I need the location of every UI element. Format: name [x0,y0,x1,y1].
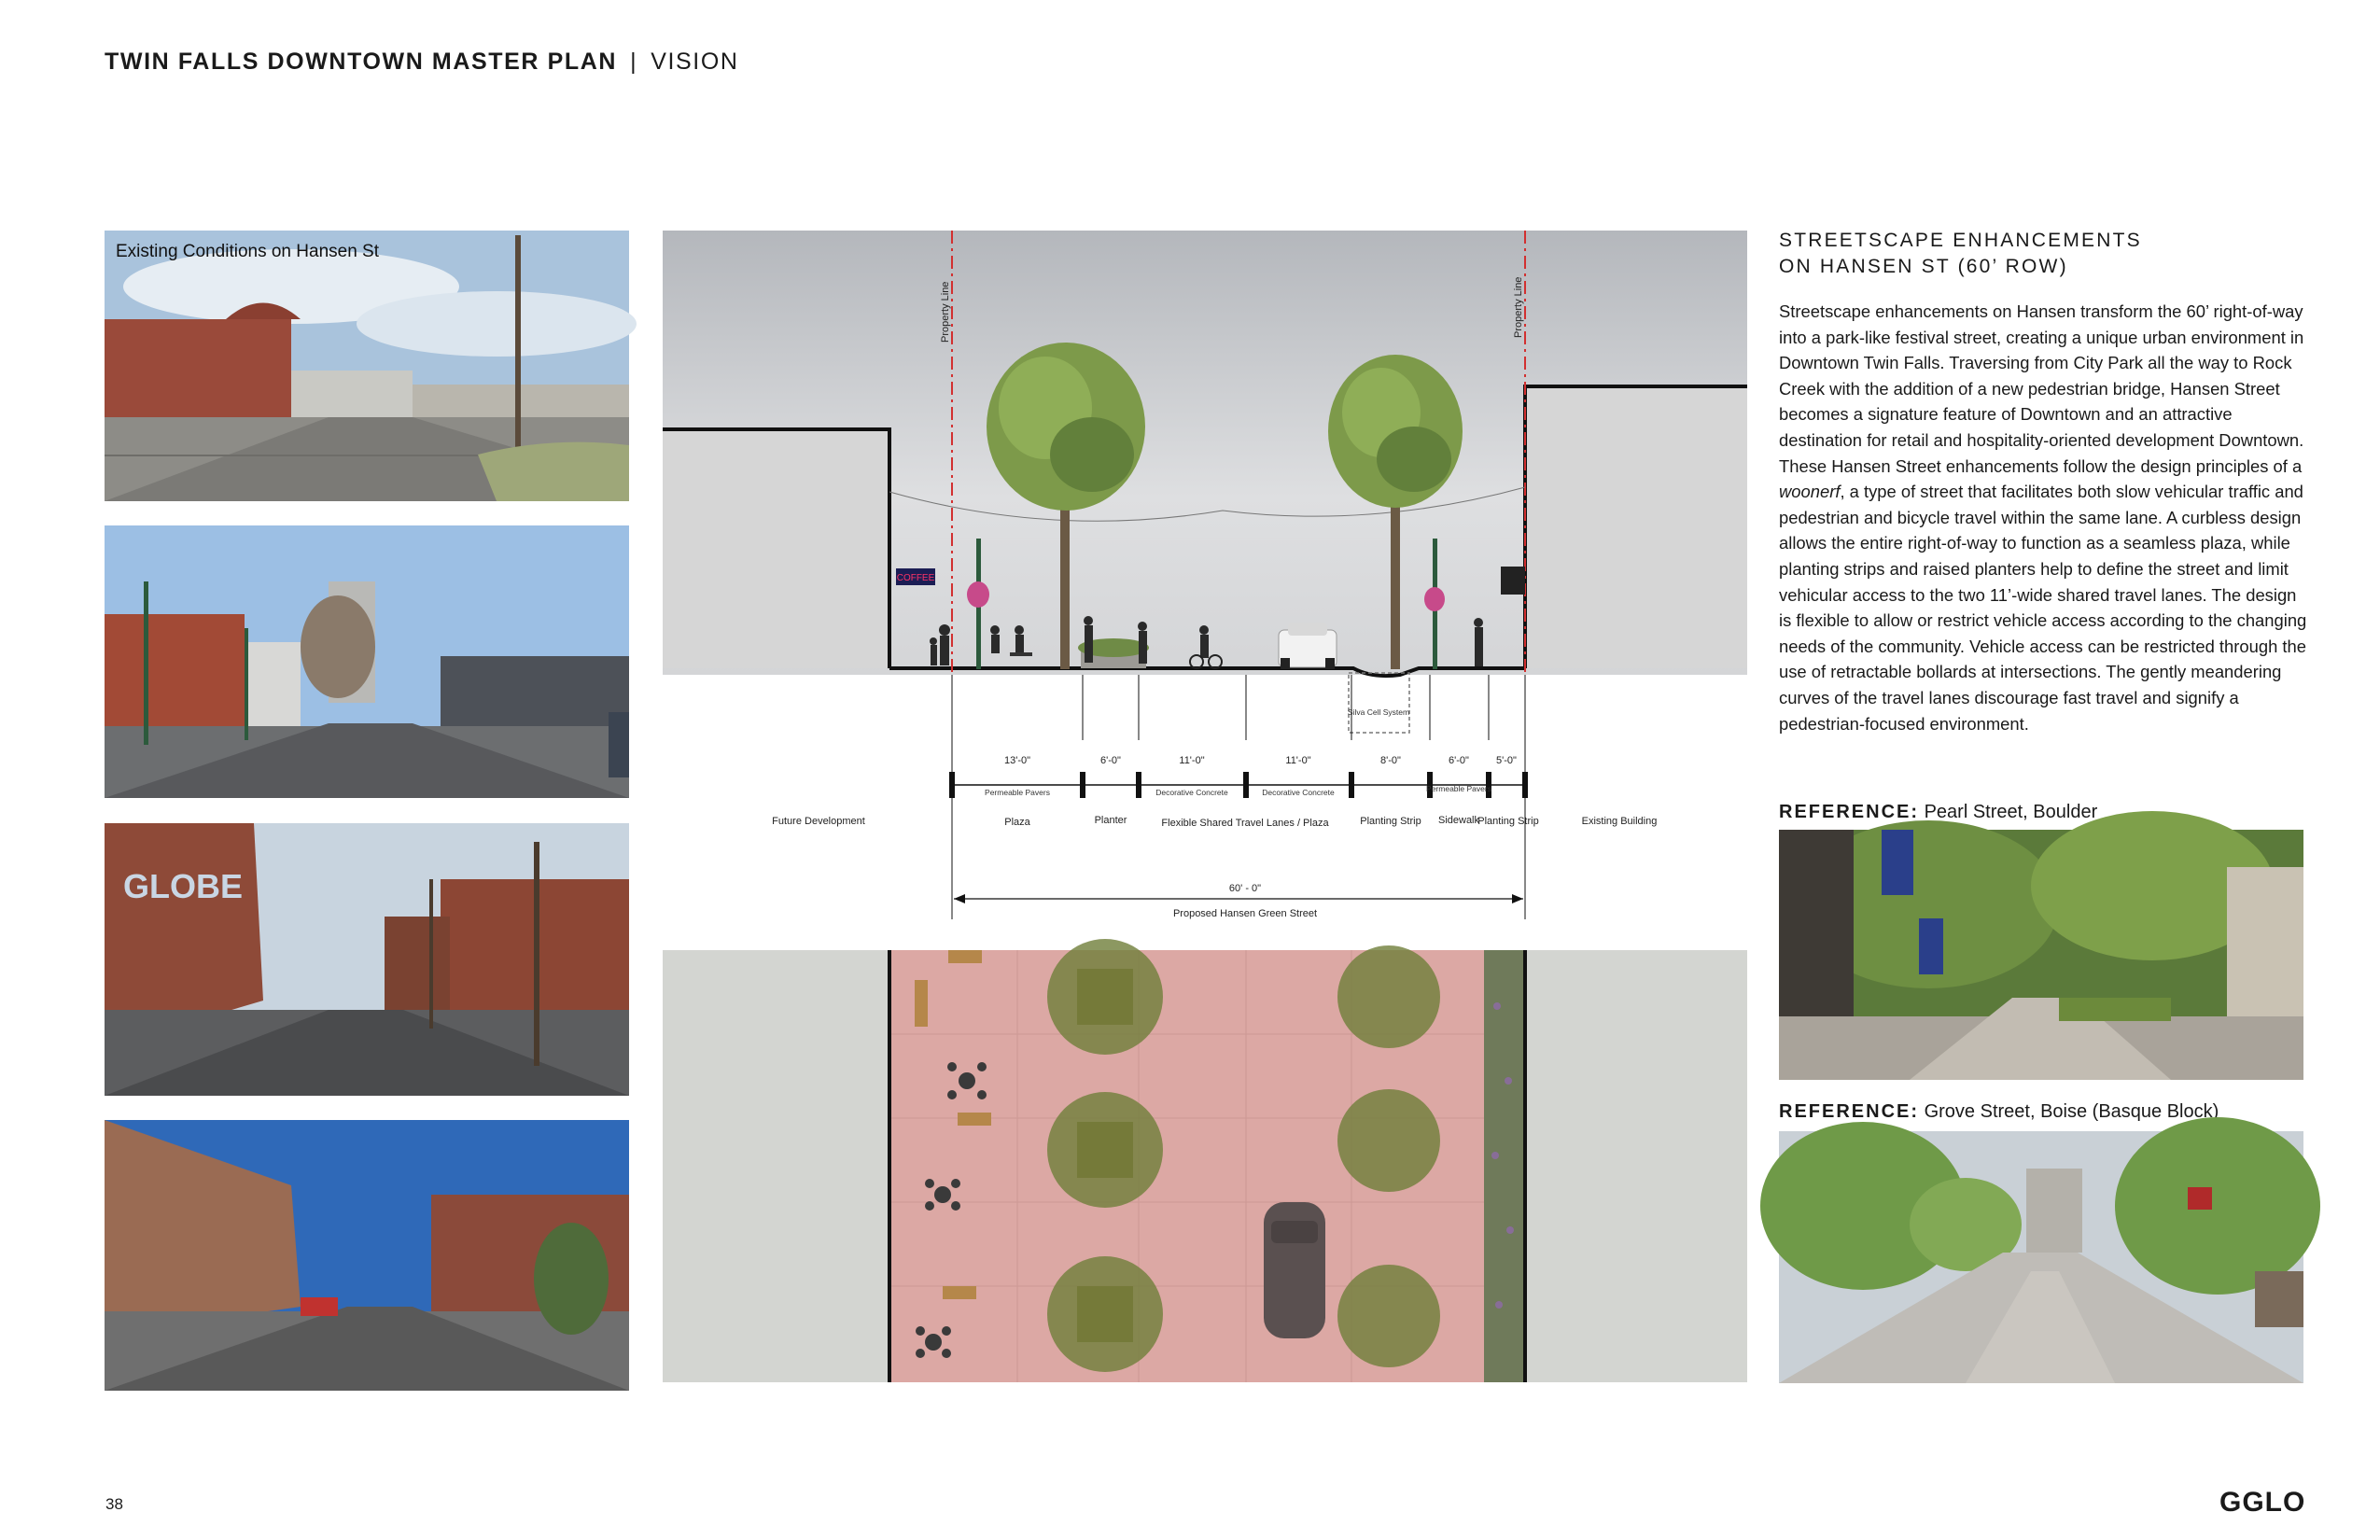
reference-1-value: Pearl Street, Boulder [1924,802,2098,822]
existing-conditions-photo-3 [105,823,629,1096]
future-development-building [663,429,889,668]
label-existing-building: Existing Building [1581,816,1658,827]
label-planting-strip-2: Planting Strip [1477,816,1539,827]
property-line-label-right: Property Line [1513,276,1524,338]
label-future-development: Future Development [772,816,865,827]
right-column [1779,228,2311,736]
street-plan-drawing [663,950,1747,1382]
label-sidewalk: Sidewalk [1437,815,1480,826]
dim-width-planter: 6'-0" [1100,755,1121,766]
label-planter: Planter [1094,815,1127,826]
label-planting-strip: Planting Strip [1360,816,1421,827]
label-shared-lanes: Flexible Shared Travel Lanes / Plaza [1161,818,1329,829]
reference-photo-pearl-street [1779,830,2303,1080]
reference-2-label [1779,1101,2219,1123]
car-section [1279,623,1337,669]
dim-material-lane-1: Decorative Concrete [1155,788,1228,797]
svg-text:GLOBE: GLOBE [123,867,244,905]
page-header [105,49,739,76]
body-text-part-1: Streetscape enhancements on Hansen transform the 60’ right-of-way into a park-like festival street, creating a unique urban environment in Downtown Twin Falls. Traversing from City Park all the way to Rock Creek with the addition of a new pedestrian bridge, Hansen Street becomes a signature feature of Downtown and an attractive destination for retail and hospitality-oriented development Downtown. These Hansen Street enhancements follow the design principles of a [1779,301,2304,476]
street-section-drawing [663,231,1747,717]
document-title: TWIN FALLS DOWNTOWN MASTER PLAN [105,49,618,75]
dimension-diagram [663,675,1747,936]
dim-width-plaza: 13'-0" [1003,755,1031,766]
photo-caption: Existing Conditions on Hansen St [116,242,379,261]
silva-cell-label: Silva Cell System [1347,707,1410,717]
planting-strip [1484,950,1525,1382]
reference-1-label [1779,802,2097,823]
label-plaza: Plaza [1004,817,1030,828]
existing-conditions-photo-2 [105,525,629,798]
page-number: 38 [105,1495,123,1513]
reference-photo-grove-street [1779,1131,2303,1383]
coffee-sign-text: COFFEE [896,573,935,583]
dim-width-planting-strip: 8'-0" [1380,755,1401,766]
header-separator: | [630,49,638,75]
property-line-label-left: Property Line [940,281,951,343]
reference-2-key: REFERENCE: [1779,1101,1920,1122]
reference-1-key: REFERENCE: [1779,802,1920,822]
dim-width-planting-strip-2: 5'-0" [1496,755,1517,766]
dim-material-lane-2: Decorative Concrete [1262,788,1335,797]
total-label: Proposed Hansen Green Street [1172,908,1318,919]
body-text-emphasis: woonerf [1779,482,1841,502]
gglo-logo: GGLO [2219,1487,2306,1518]
body-paragraph [1779,299,2311,736]
dim-width-lane-2: 11'-0" [1285,755,1311,766]
section-name: VISION [651,49,739,75]
existing-conditions-photo-1 [105,231,629,501]
dim-material-plaza: Permeable Pavers [985,788,1050,797]
dim-width-lane-1: 11'-0" [1179,755,1205,766]
reference-2-value: Grove Street, Boise (Basque Block) [1924,1101,2219,1122]
section-heading [1779,228,2311,280]
heading-line-1: STREETSCAPE ENHANCEMENTS [1779,230,2142,251]
total-width: 60' - 0" [1228,883,1262,894]
body-text-part-2: , a type of street that facilitates both slow vehicular traffic and pedestrian and bicycle travel within the same lane. A curbless design allows the entire right-of-way to function as a seamless plaza, while planting strips and raised planters help to define the street and limit vehicular access to the two 11’-wide shared travel lanes. The design is flexible to allow or restrict vehicle access according to the changing needs of the community. Vehicle access can be restricted through the use of retractable bollards at intersections. The gently meandering curves of the travel lanes discourage fast travel and signify a pedestrian-focused environment. [1779,482,2307,734]
heading-line-2: ON HANSEN ST (60’ ROW) [1779,256,2068,277]
dim-width-sidewalk: 6'-0" [1449,755,1469,766]
existing-building [1525,386,1747,668]
existing-conditions-photo-4 [105,1120,629,1391]
dim-material-sidewalk: Permeable Pavers [1426,784,1491,793]
